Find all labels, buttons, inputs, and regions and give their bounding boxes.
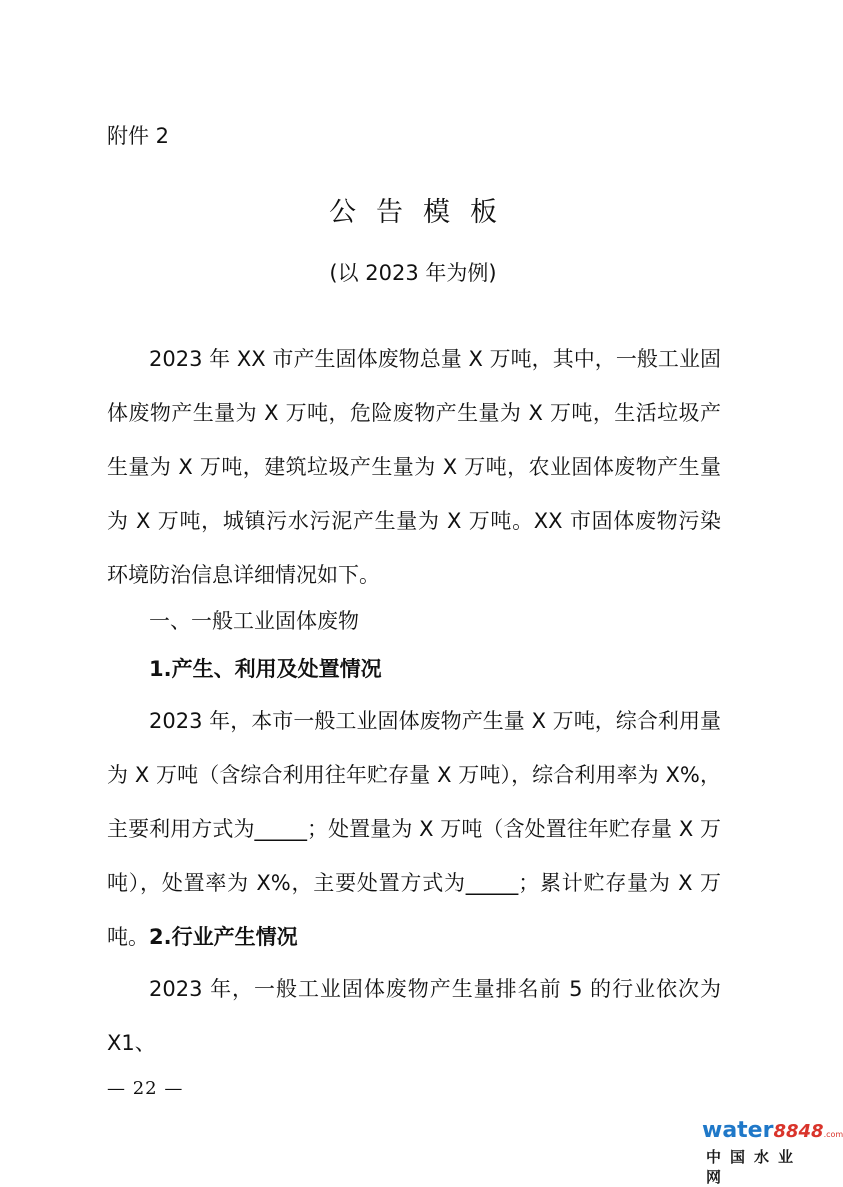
watermark-number: 8848 [773, 1121, 824, 1142]
subsection1-heading: 1.产生、利用及处置情况 [149, 657, 382, 681]
page-subtitle: (以 2023 年为例) [329, 261, 497, 285]
watermark-brand: water [702, 1118, 774, 1143]
attachment-label: 附件 2 [107, 124, 170, 148]
subsection2-paragraph: 2023 年，一般工业固体废物产生量排名前 5 的行业依次为 X1、 [107, 977, 721, 1055]
intro-paragraph: 2023 年 XX 市产生固体废物总量 X 万吨，其中，一般工业固体废物产生量为 X 万吨，危险废物产生量为 X 万吨，生活垃圾产生量为 X 万吨，建筑垃圾产生量为 X 万吨，农业固体废物产生量为 X 万吨，城镇污水污泥产生量为 X 万吨。XX 市固体废物污染环境防治信息详细情况如下。 [107, 347, 721, 587]
subsection2-heading: 2.行业产生情况 [149, 925, 298, 949]
subsection1-paragraph: 2023 年，本市一般工业固体废物产生量 X 万吨，综合利用量为 X 万吨（含综合利用往年贮存量 X 万吨），综合利用率为 X%，主要利用方式为_____；处置量为 X 万吨（含处置往年贮存量 X 万吨），处置率为 X%，主要处置方式为_____；累计贮存量为 X 万吨。 [107, 709, 721, 949]
page-number: — 22 — [107, 1078, 184, 1099]
watermark-tagline: 中国水业网 [706, 1148, 803, 1186]
section1-heading: 一、一般工业固体废物 [149, 609, 359, 633]
page-title: 公告模板 [329, 197, 517, 228]
watermark-suffix: .com [823, 1130, 843, 1139]
watermark-logo [702, 1118, 843, 1187]
